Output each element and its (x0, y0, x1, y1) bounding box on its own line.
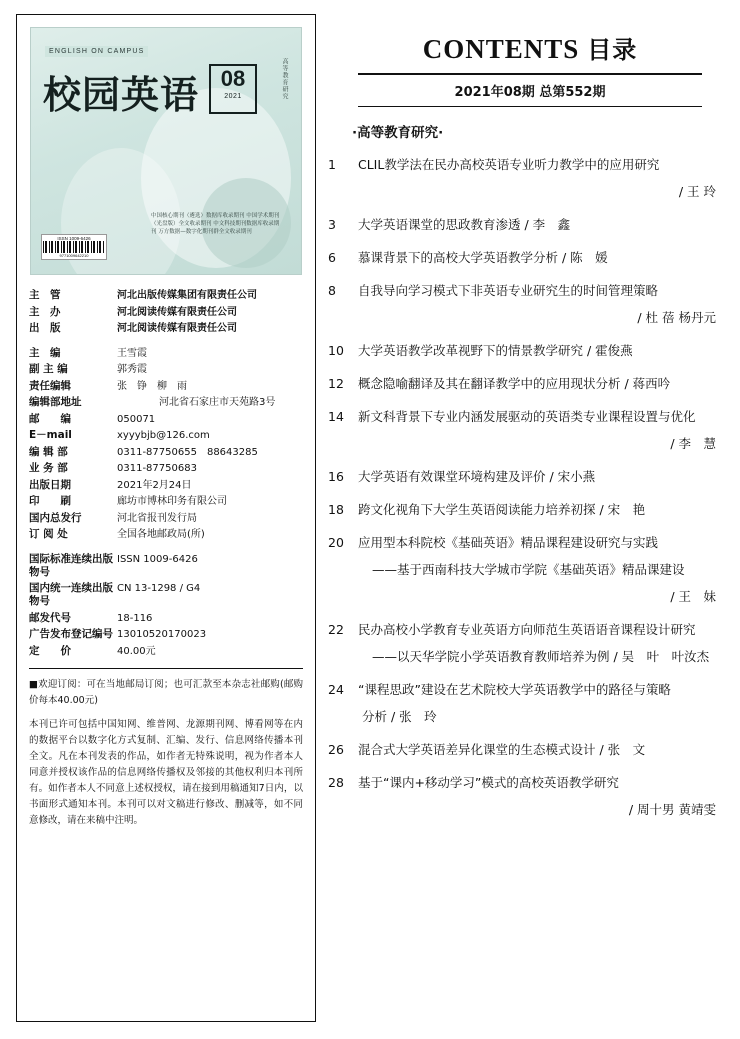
page-title (338, 30, 722, 65)
masthead-row (29, 645, 303, 658)
toc-entry-title: 跨文化视角下大学生英语阅读能力培养初探 / 宋 艳 (354, 502, 646, 517)
masthead-value: 18-116 (117, 612, 153, 624)
toc-page-number: 26 (328, 742, 344, 757)
toc-entry[interactable] (328, 374, 722, 394)
toc-entry-title: 大学英语课堂的思政教育渗透 / 李 鑫 (354, 217, 571, 232)
toc-entry-title: 概念隐喻翻译及其在翻译教学中的应用现状分析 / 蒋西吟 (354, 376, 671, 391)
toc-entry-title: 应用型本科院校《基础英语》精品课程建设研究与实践 (354, 535, 658, 550)
barcode-bars (43, 241, 105, 253)
toc-entry-title: 慕课背景下的高校大学英语教学分析 / 陈 媛 (354, 250, 608, 265)
toc-page-number: 16 (328, 469, 344, 484)
toc-page-number: 14 (328, 409, 344, 424)
masthead-value: 河北出版传媒集团有限责任公司 (117, 290, 257, 301)
masthead-row (29, 306, 303, 319)
toc-entry-title: 民办高校小学教育专业英语方向师范生英语语音课程设计研究 (354, 622, 696, 637)
toc-entry-main (328, 620, 722, 640)
toc-page-number: 12 (328, 376, 344, 391)
toc-entry-author: / 王 妹 (670, 589, 716, 604)
masthead-row (29, 289, 303, 302)
masthead-value: 40.00元 (117, 645, 156, 657)
masthead-label: 国际标准连续出版物号 (29, 552, 113, 578)
masthead-row (29, 582, 303, 608)
masthead-row (29, 446, 303, 459)
masthead-label: 业 务 部 (29, 462, 68, 474)
masthead-row (29, 322, 303, 335)
masthead-label: 国内统一连续出版物号 (29, 582, 113, 607)
masthead-value: 王雪霞 (117, 347, 147, 359)
toc-entry-main (328, 467, 722, 487)
masthead-label: 邮发代号 (29, 611, 71, 624)
masthead-row (29, 396, 303, 409)
masthead-value: 河北省报刊发行局 (117, 512, 197, 524)
masthead-row (29, 628, 303, 641)
toc-page-number: 20 (328, 535, 344, 550)
masthead-row (29, 347, 303, 360)
toc-entry-author: / 杜 蓓 杨丹元 (637, 310, 716, 325)
toc-entry-main (328, 500, 722, 520)
toc-entry-main (328, 215, 722, 235)
notice-paragraph-2: 本刊已许可包括中国知网、维普网、龙源期刊网、博看网等在内的数据平台以数字化方式复制、汇编、发行、信息网络传播本刊全文。凡在本刊发表的作品，如作者无特殊说明，视为作者本人同意并授权该作品的信息网络传播权及邻接的其他权利归本刊所有。如作者本人不同意上述权授权，请在接到用稿通知7日内，以书面形式通知本刊。本刊可以对文稿进行修改、删减等，如不同意修改，请在来稿中注明。 (29, 718, 303, 826)
toc-entry-title: CLIL教学法在民办高校英语专业听力教学中的应用研究 (354, 157, 660, 172)
masthead-group-identifiers (29, 553, 303, 658)
toc-entry-title: 自我导向学习模式下非英语专业研究生的时间管理策略 (354, 283, 658, 298)
toc-entry-main (328, 281, 722, 301)
cover-barcode (41, 234, 107, 260)
toc-entry-title: 混合式大学英语差异化课堂的生态模式设计 / 张 文 (354, 742, 646, 757)
masthead-value: 廊坊市博林印务有限公司 (117, 496, 227, 507)
toc-entry-main (328, 773, 722, 793)
spacer-2 (29, 545, 303, 553)
cover-image (30, 27, 302, 275)
toc-entry-author: / 周十男 黄靖雯 (628, 802, 716, 817)
toc-page-number: 28 (328, 775, 344, 790)
contents-title-cn: 目录 (587, 36, 638, 64)
masthead-info (29, 289, 303, 658)
toc-page-number: 24 (328, 682, 344, 697)
masthead-label: E－mail (29, 429, 72, 441)
toc-entry-subtitle: ——基于西南科技大学城市学院《基础英语》精品课建设 (372, 562, 685, 577)
masthead-value: 2021年2月24日 (117, 479, 192, 491)
toc-entry-main (328, 155, 722, 175)
notice-paragraph-1: ■欢迎订阅：可在当地邮局订阅；也可汇款至本杂志社邮购(邮购价每本40.00元) (29, 678, 303, 706)
toc-page-number: 18 (328, 502, 344, 517)
cover-issn: ISSN 1009-6426 (57, 236, 91, 241)
masthead-row (29, 612, 303, 625)
issue-rule (358, 106, 702, 107)
cover-issue-box (209, 64, 257, 114)
cover-side-lines: 中国核心期刊（遴选）数据库收录期刊 中国学术期刊（光盘版）全文收录期刊 中文科技期刊数据库收录期刊 万方数据—数字化期刊群全文收录期刊 (151, 213, 280, 235)
masthead-value: xyyybjb@126.com (117, 430, 210, 441)
masthead-label: 邮 编 (29, 412, 71, 425)
issue-line: 2021年08期 总第552期 (454, 85, 606, 100)
cover-issue-number: 08 (220, 66, 246, 91)
toc-entry-author: / 王 玲 (678, 184, 716, 199)
masthead-row (29, 512, 303, 525)
toc-entry[interactable] (328, 500, 722, 520)
toc-entry[interactable] (328, 533, 722, 607)
cover-chinese-title: 校园英语 (43, 73, 200, 117)
masthead-row (29, 363, 303, 376)
toc-entry-author: / 李 慧 (670, 436, 716, 451)
cover-issue-year: 2021 (224, 93, 242, 100)
toc-entry-title: 大学英语教学改革视野下的情景教学研究 / 霍俊燕 (354, 343, 633, 358)
toc-entry[interactable] (328, 467, 722, 487)
masthead-value: 河北阅读传媒有限责任公司 (117, 323, 237, 334)
toc-page-number: 1 (328, 157, 336, 172)
masthead-panel (16, 14, 316, 1022)
toc-entry[interactable] (328, 407, 722, 454)
masthead-value: 13010520170023 (117, 629, 207, 640)
masthead-value: 郭秀霞 (117, 364, 147, 375)
toc-entry-main (328, 341, 722, 361)
toc-list (328, 155, 722, 820)
masthead-label: 国内总发行 (29, 511, 82, 524)
masthead-label: 广告发布登记编号 (29, 628, 113, 640)
masthead-label: 主 办 (29, 305, 61, 318)
masthead-value: 全国各地邮政局(所) (117, 529, 205, 540)
toc-entry[interactable] (328, 215, 722, 235)
toc-entry-title: 基于“课内+移动学习”模式的高校英语教学研究 (354, 775, 619, 790)
section-heading: ·高等教育研究· (352, 125, 444, 141)
masthead-label: 定 价 (29, 644, 71, 657)
toc-page-number: 10 (328, 343, 344, 358)
toc-entry-title: 大学英语有效课堂环境构建及评价 / 宋小燕 (354, 469, 596, 484)
toc-entry-main (328, 740, 722, 760)
masthead-label: 编 辑 部 (29, 445, 68, 458)
masthead-value: 050071 (117, 413, 156, 425)
toc-entry-subtitle: 分析 / 张 玲 (362, 709, 437, 724)
toc-page-number: 22 (328, 622, 344, 637)
masthead-value: 河北阅读传媒有限责任公司 (117, 306, 237, 318)
spacer-1 (29, 339, 303, 347)
toc-entry-main (328, 248, 722, 268)
masthead-label: 出版日期 (29, 478, 71, 491)
masthead-row (29, 429, 303, 442)
toc-page-number: 3 (328, 217, 336, 232)
toc-entry-main (328, 374, 722, 394)
masthead-row (29, 495, 303, 508)
masthead-label: 副 主 编 (29, 363, 68, 375)
masthead-value: 0311-87750655 88643285 (117, 446, 258, 458)
toc-entry-subtitle: ——以天华学院小学英语教育教师培养为例 / 吴 叶 叶汝杰 (372, 649, 710, 664)
masthead-row (29, 380, 303, 393)
toc-entry-main (328, 533, 722, 553)
masthead-value: ISSN 1009-6426 (117, 553, 198, 565)
toc-entry[interactable] (328, 620, 722, 667)
contents-title-en: CONTENTS (422, 34, 580, 64)
toc-entry-main (328, 680, 722, 700)
masthead-value: 河北省石家庄市天苑路3号 (159, 397, 276, 408)
subscription-notice (29, 677, 303, 829)
toc-page-number: 6 (328, 250, 336, 265)
masthead-value: 张 铮 柳 雨 (117, 380, 187, 392)
toc-page-number: 8 (328, 283, 336, 298)
toc-entry[interactable] (328, 680, 722, 727)
toc-entry[interactable] (328, 773, 722, 820)
toc-entry[interactable] (328, 740, 722, 760)
masthead-label: 出 版 (29, 322, 61, 334)
cover-vertical-text: 高等教育研究 (281, 58, 288, 100)
masthead-label: 主 编 (29, 346, 61, 359)
masthead-value: CN 13-1298 / G4 (117, 583, 201, 594)
masthead-label: 主 管 (29, 289, 61, 301)
toc-entry[interactable] (328, 155, 722, 202)
masthead-label: 责任编辑 (29, 379, 71, 392)
divider (29, 668, 303, 669)
masthead-row (29, 528, 303, 541)
toc-entry-title: 新文科背景下专业内涵发展驱动的英语类专业课程设置与优化 (354, 409, 696, 424)
toc-entry-main (328, 407, 722, 427)
masthead-group-publishers (29, 289, 303, 335)
contents-panel (328, 30, 722, 1039)
toc-entry[interactable] (328, 281, 722, 328)
masthead-label: 编辑部地址 (29, 396, 82, 408)
toc-entry[interactable] (328, 248, 722, 268)
toc-entry-title: “课程思政”建设在艺术院校大学英语教学中的路径与策略 (354, 682, 671, 697)
masthead-value: 0311-87750683 (117, 463, 197, 474)
masthead-row (29, 413, 303, 426)
masthead-label: 印 刷 (29, 495, 71, 507)
cover-barcode-number: 9771009642210 (59, 253, 89, 258)
masthead-label: 订 阅 处 (29, 528, 68, 540)
toc-entry[interactable] (328, 341, 722, 361)
masthead-row (29, 553, 303, 579)
masthead-row (29, 479, 303, 492)
masthead-group-editorial (29, 347, 303, 542)
masthead-row (29, 462, 303, 475)
cover-english-title: ENGLISH ON CAMPUS (45, 46, 148, 57)
